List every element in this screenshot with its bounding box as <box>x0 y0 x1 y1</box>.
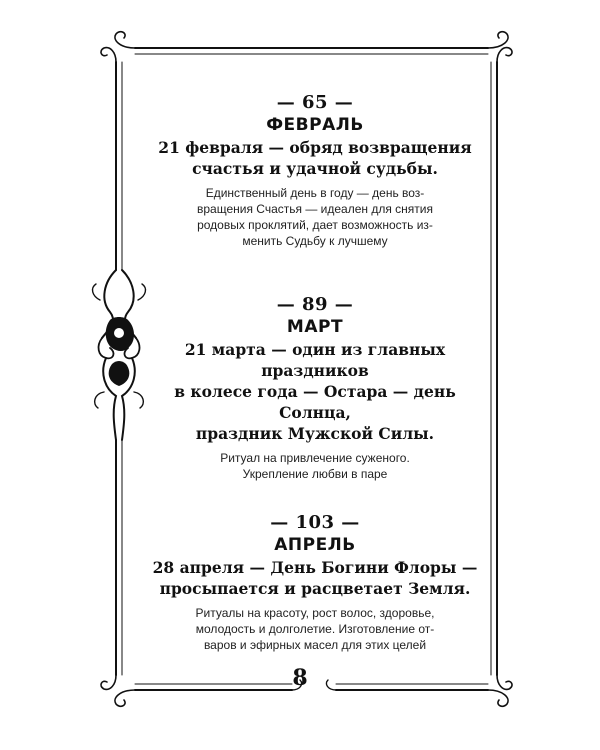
entry-headline: 21 февраля — обряд возвращения счастья и удачной судьбы. <box>158 138 472 178</box>
entry-number: — 89 — <box>276 294 354 315</box>
entry-description: Единственный день в году — день воз- вращения Счастья — идеален для снятия родовых проклятий, дает возможность из- менить Судьбу к лучшему <box>196 186 433 248</box>
month-title: АПРЕЛЬ <box>274 535 356 555</box>
entry-march <box>150 294 480 482</box>
entry-number: — 103 — <box>270 512 360 533</box>
entry-description: Ритуалы на красоту, рост волос, здоровье, молодость и долголетие. Изготовление от- варов и эфирных масел для этих целей <box>195 606 435 652</box>
entry-headline: 28 апреля — День Богини Флоры — просыпается и расцветает Земля. <box>152 558 478 598</box>
month-title: ФЕВРАЛЬ <box>266 115 364 135</box>
entry-description: Ритуал на привлечение суженого. Укрепление любви в паре <box>220 451 410 481</box>
month-title: МАРТ <box>286 317 344 337</box>
entry-number: — 65 — <box>276 92 354 113</box>
entry-headline: 21 марта — один из главных праздников в колесе года — Остара — день Солнца, праздник Мужской Силы. <box>174 340 456 443</box>
entry-february <box>150 92 480 249</box>
page-number: 8 <box>292 665 308 691</box>
entry-april <box>150 512 480 653</box>
